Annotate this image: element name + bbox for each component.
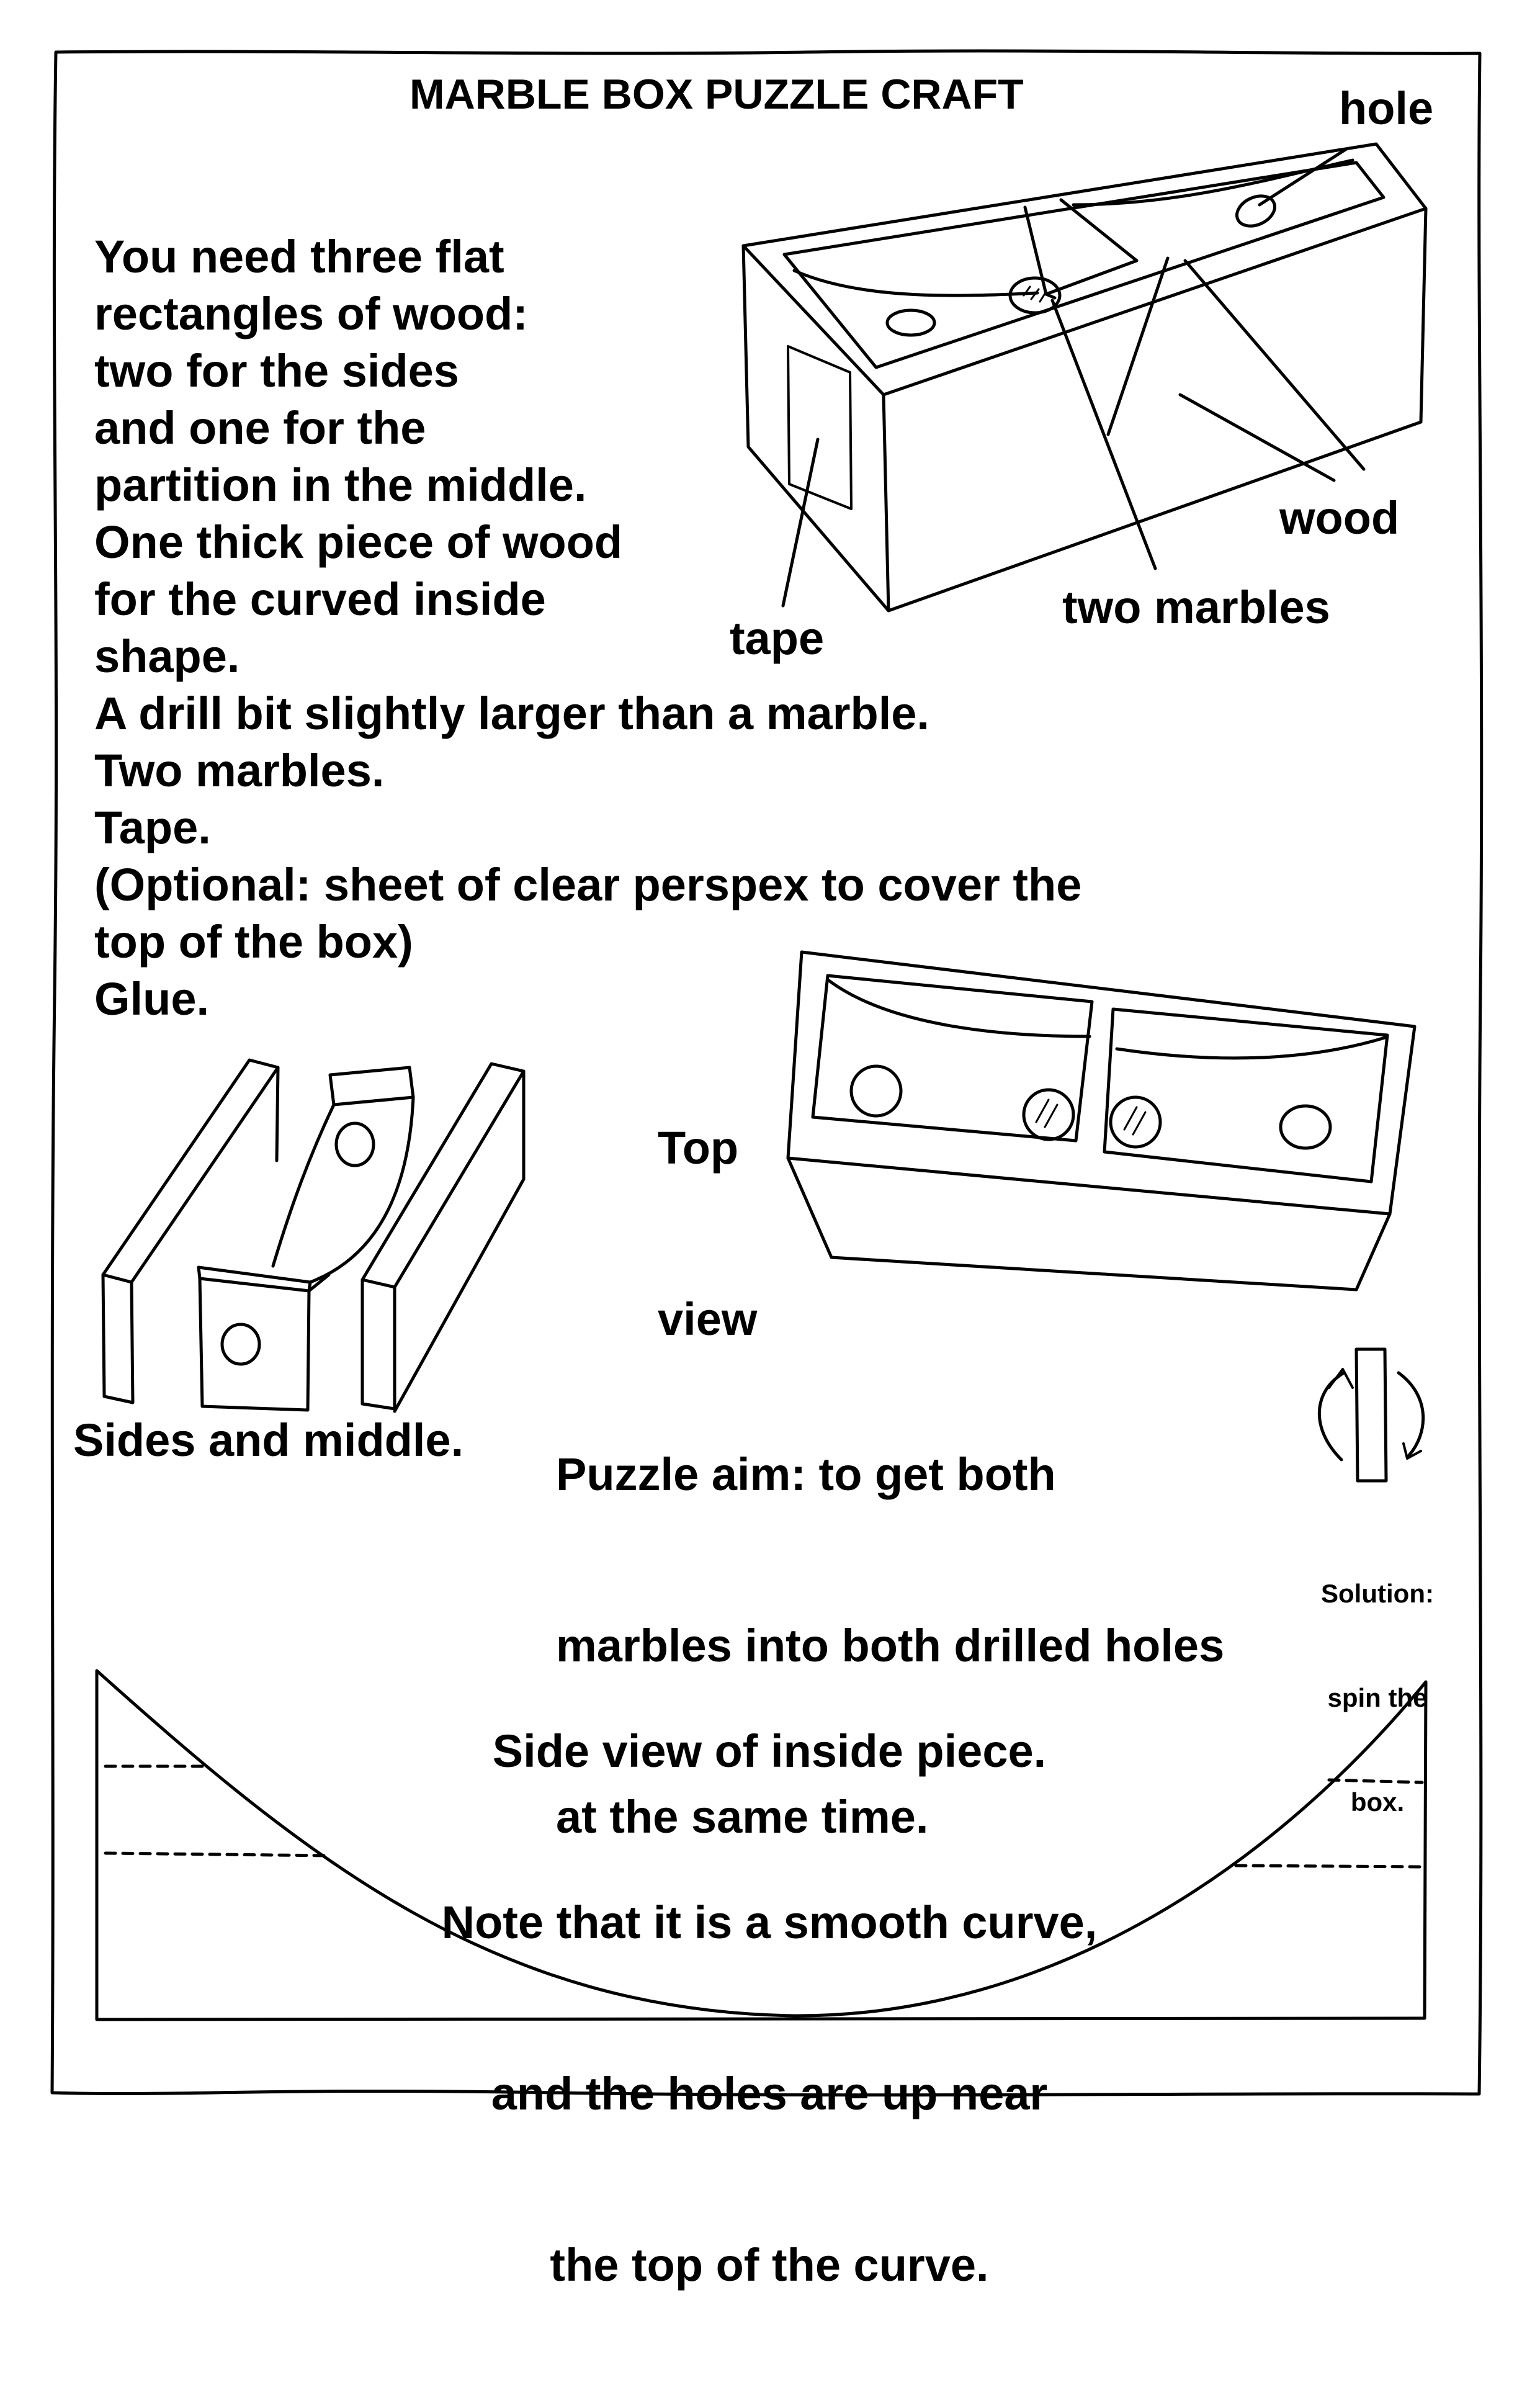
- puzzle-aim-line: marbles into both drilled holes: [556, 1620, 1225, 1671]
- materials-line: Glue.: [94, 973, 210, 1025]
- materials-line: A drill bit slightly larger than a marble.: [94, 688, 929, 739]
- materials-line: One thick piece of wood: [94, 516, 623, 568]
- label-hole: hole: [1339, 83, 1434, 134]
- side-view-line: Note that it is a smooth curve,: [441, 1897, 1098, 1948]
- materials-line: (Optional: sheet of clear perspex to cover the: [94, 859, 1082, 910]
- solution-line: spin the: [1327, 1683, 1428, 1712]
- materials-line: two for the sides: [94, 345, 459, 397]
- sides-and-middle-pieces: [103, 1060, 524, 1411]
- materials-line: top of the box): [94, 916, 413, 968]
- page-title: MARBLE BOX PUZZLE CRAFT: [410, 71, 1024, 118]
- materials-line: You need three flat: [94, 231, 504, 282]
- side-view-line: Side view of inside piece.: [492, 1725, 1047, 1777]
- label-top-view-line: Top: [658, 1122, 739, 1174]
- rotate-arrows-icon: [1319, 1349, 1423, 1481]
- puzzle-aim-line: Puzzle aim: to get both: [556, 1449, 1056, 1500]
- label-sides-and-middle: Sides and middle.: [73, 1414, 464, 1466]
- label-wood: wood: [1279, 492, 1400, 544]
- label-top-view-line: view: [658, 1293, 758, 1345]
- side-view-line: the top of the curve.: [550, 2239, 989, 2291]
- materials-line: Two marbles.: [94, 745, 385, 796]
- materials-line: and one for the: [94, 402, 426, 454]
- puzzle-aim-line: at the same time.: [556, 1791, 929, 1843]
- materials-line: partition in the middle.: [94, 459, 587, 511]
- side-view-caption: [310, 1609, 1229, 2408]
- materials-line: shape.: [94, 631, 240, 682]
- materials-line: rectangles of wood:: [94, 288, 528, 339]
- materials-line: for the curved inside: [94, 573, 546, 625]
- materials-line: Tape.: [94, 802, 211, 853]
- solution-line: box.: [1350, 1787, 1405, 1817]
- solution-line: Solution:: [1321, 1579, 1434, 1608]
- label-two-marbles: two marbles: [1062, 582, 1330, 633]
- puzzle-solution: [1291, 1507, 1464, 1889]
- side-view-line: and the holes are up near: [491, 2068, 1048, 2119]
- label-tape: tape: [730, 613, 825, 664]
